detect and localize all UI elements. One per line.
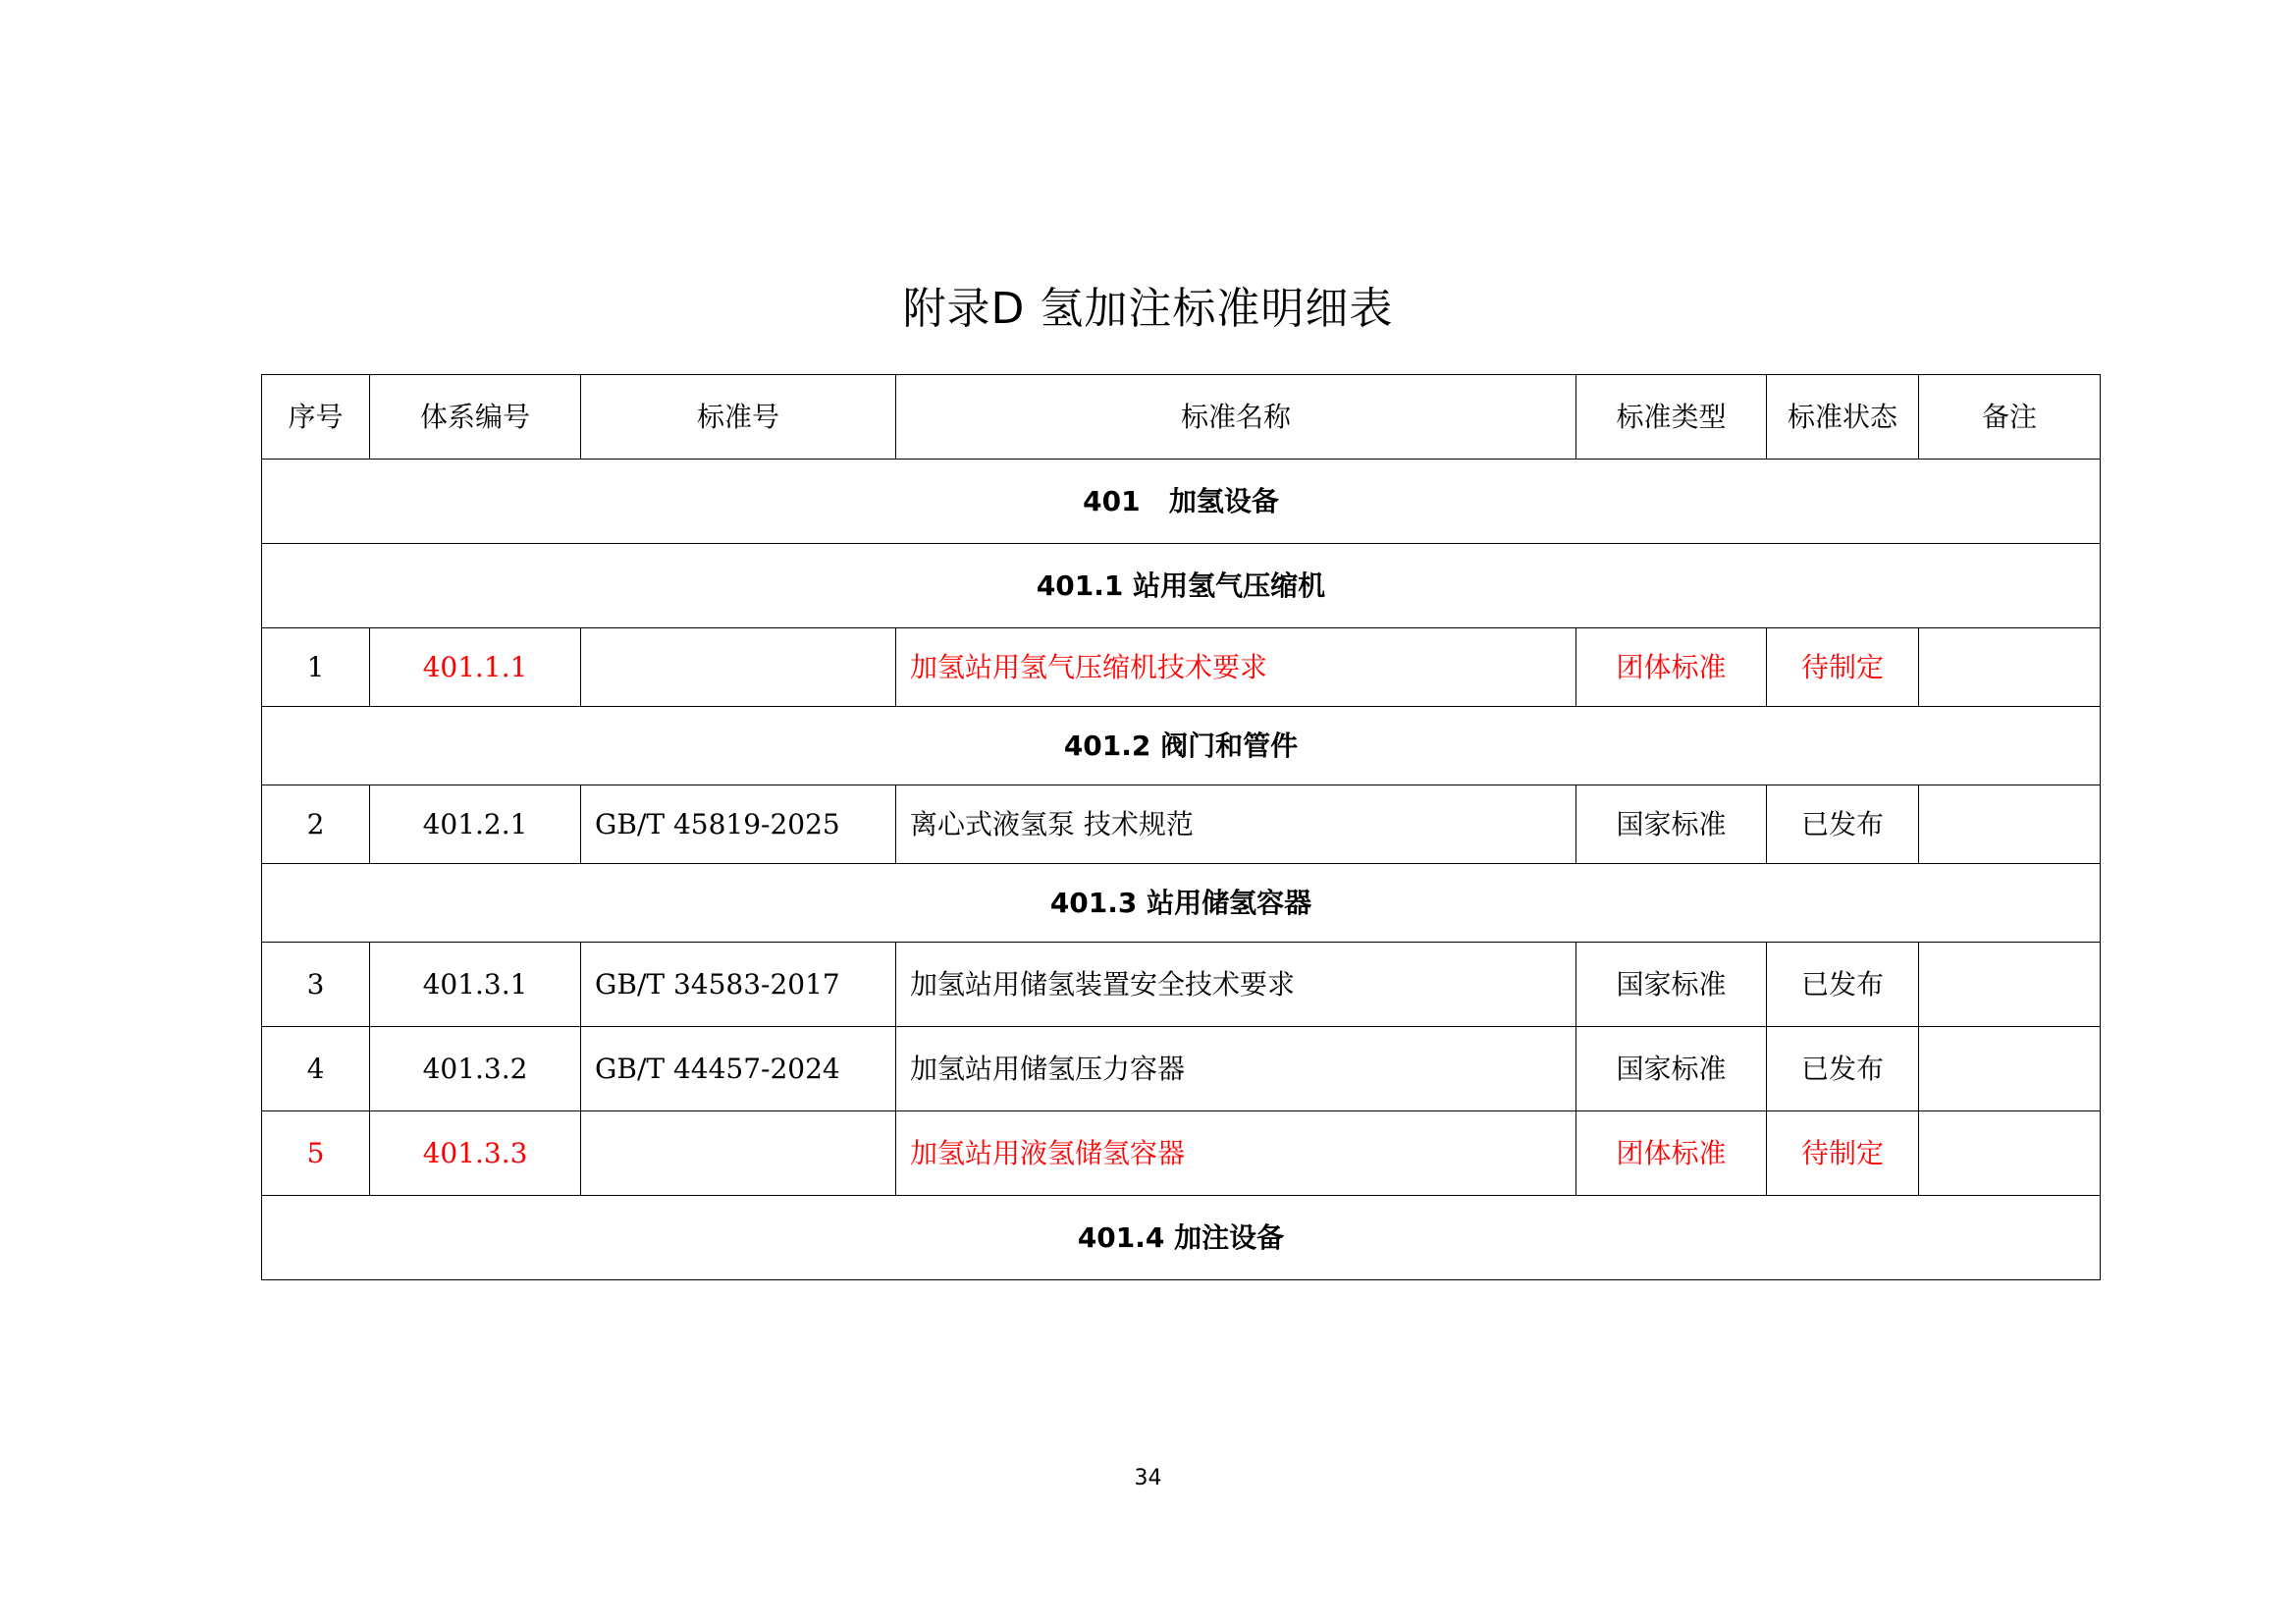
cell-remarks	[1919, 1027, 2101, 1111]
cell-standard-type: 国家标准	[1576, 785, 1767, 864]
section-row-401-3	[262, 864, 2101, 943]
cell-standard-no: GB/T 44457-2024	[581, 1027, 896, 1111]
cell-seq: 1	[262, 628, 370, 707]
cell-remarks	[1919, 785, 2101, 864]
cell-seq: 2	[262, 785, 370, 864]
section-row-401	[262, 460, 2101, 544]
cell-standard-status: 已发布	[1767, 785, 1919, 864]
cell-standard-no: GB/T 45819-2025	[581, 785, 896, 864]
cell-standard-type: 国家标准	[1576, 1027, 1767, 1111]
cell-system-code: 401.3.1	[370, 943, 581, 1027]
cell-remarks	[1919, 943, 2101, 1027]
cell-remarks	[1919, 628, 2101, 707]
header-standard-type: 标准类型	[1576, 375, 1767, 460]
cell-standard-type: 团体标准	[1576, 628, 1767, 707]
cell-standard-no	[581, 628, 896, 707]
table-row	[262, 1111, 2101, 1196]
cell-system-code: 401.3.3	[370, 1111, 581, 1196]
header-standard-name: 标准名称	[896, 375, 1576, 460]
cell-standard-status: 待制定	[1767, 1111, 1919, 1196]
cell-system-code: 401.2.1	[370, 785, 581, 864]
section-title: 401.1 站用氢气压缩机	[262, 544, 2101, 628]
cell-system-code: 401.1.1	[370, 628, 581, 707]
cell-standard-name: 加氢站用氢气压缩机技术要求	[896, 628, 1576, 707]
cell-standard-no: GB/T 34583-2017	[581, 943, 896, 1027]
cell-standard-name: 离心式液氢泵 技术规范	[896, 785, 1576, 864]
header-standard-status: 标准状态	[1767, 375, 1919, 460]
cell-standard-type: 国家标准	[1576, 943, 1767, 1027]
page-title: 附录D 氢加注标准明细表	[902, 284, 1394, 334]
cell-seq: 4	[262, 1027, 370, 1111]
cell-standard-name: 加氢站用储氢压力容器	[896, 1027, 1576, 1111]
section-row-401-1	[262, 544, 2101, 628]
header-seq: 序号	[262, 375, 370, 460]
cell-standard-status: 已发布	[1767, 943, 1919, 1027]
table-row	[262, 1027, 2101, 1111]
cell-standard-type: 团体标准	[1576, 1111, 1767, 1196]
cell-remarks	[1919, 1111, 2101, 1196]
table-row	[262, 785, 2101, 864]
section-row-401-4	[262, 1196, 2101, 1280]
header-remarks: 备注	[1919, 375, 2101, 460]
section-title: 401.2 阀门和管件	[262, 707, 2101, 785]
section-title: 401 加氢设备	[262, 460, 2101, 544]
cell-standard-status: 待制定	[1767, 628, 1919, 707]
cell-seq: 3	[262, 943, 370, 1027]
section-title: 401.4 加注设备	[262, 1196, 2101, 1280]
section-title: 401.3 站用储氢容器	[262, 864, 2101, 943]
table-header-row	[262, 375, 2101, 460]
cell-seq: 5	[262, 1111, 370, 1196]
cell-standard-no	[581, 1111, 896, 1196]
table-row	[262, 628, 2101, 707]
page-number: 34	[1134, 1466, 1162, 1490]
standards-table	[261, 374, 2101, 1280]
table-row	[262, 943, 2101, 1027]
header-standard-no: 标准号	[581, 375, 896, 460]
cell-standard-name: 加氢站用液氢储氢容器	[896, 1111, 1576, 1196]
cell-standard-status: 已发布	[1767, 1027, 1919, 1111]
header-system-code: 体系编号	[370, 375, 581, 460]
cell-system-code: 401.3.2	[370, 1027, 581, 1111]
cell-standard-name: 加氢站用储氢装置安全技术要求	[896, 943, 1576, 1027]
section-row-401-2	[262, 707, 2101, 785]
